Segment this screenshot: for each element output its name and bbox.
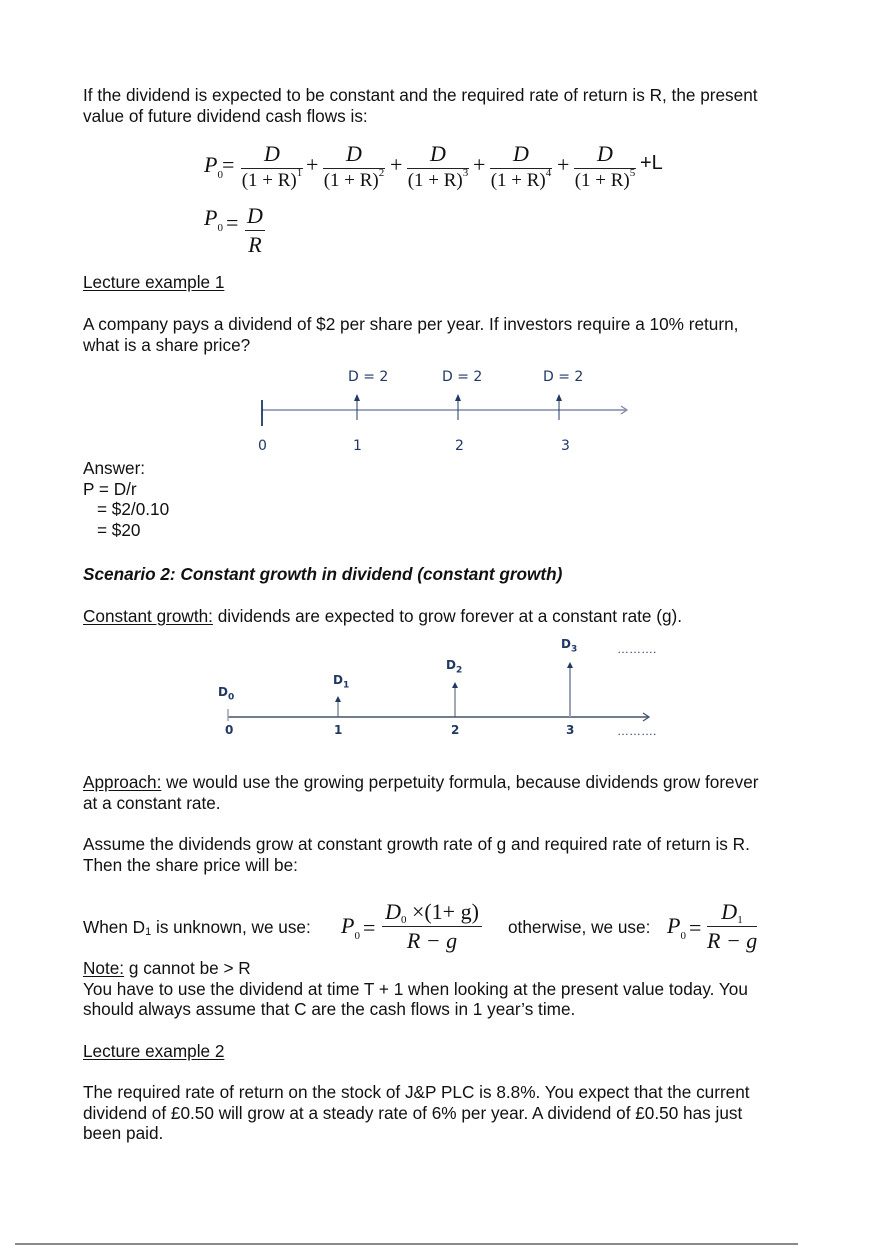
tick-label: 2 — [451, 723, 460, 737]
constant-dividend-formula: $P_0$ = D $(1 + R)^1$ + D $(1 + R)^2$ + D $(1 + R)^3$ + D $(1 + R)^4$ + D $(1 + R)^5$ +L $P_0$ = D R — [204, 141, 663, 257]
dividend-label: D = 2 — [348, 369, 389, 385]
term-4: D $(1 + R)^4$ — [490, 141, 552, 191]
continuation-dots: ………. — [617, 724, 657, 738]
approach-paragraph: Approach: we would use the growing perpetuity formula, because dividends grow forever at a constant rate. — [83, 772, 759, 813]
tick-label: 2 — [455, 438, 464, 454]
dividend-d1-label: $D_1$ — [333, 673, 350, 691]
page-bottom-divider — [15, 1243, 798, 1245]
gordon-formula-d0: D0 ×(1+ g) R − g — [382, 899, 482, 954]
when-d1-unknown-label: When D1 is unknown, we use: — [83, 917, 311, 938]
answer-label: Answer: — [83, 458, 146, 478]
formula-1-lhs: $P_0$ — [341, 913, 360, 942]
ellipsis-term: +L — [640, 152, 663, 174]
example-1-question: A company pays a dividend of $2 per share per year. If investors require a 10% return, what is a share price? — [83, 314, 739, 355]
growth-formulas: $P_0$ = D0 ×(1+ g) R − g otherwise, we use: $P_0$ = D1 R − g — [341, 899, 758, 953]
tick-label: 1 — [353, 438, 362, 454]
dividend-d2-label: $D_2$ — [446, 658, 463, 676]
term-3: D $(1 + R)^3$ — [407, 141, 469, 191]
intro-line-1: If the dividend is expected to be constant and the required rate of return is R, the present — [83, 85, 758, 105]
simplified-fraction: D R — [245, 203, 265, 258]
continuation-dots: ………. — [617, 642, 657, 656]
tick-label: 3 — [561, 438, 570, 454]
term-1: D $(1 + R)^1$ — [241, 141, 303, 191]
lecture-example-2-heading: Lecture example 2 — [83, 1041, 225, 1061]
dividend-d3-label: $D_3$ — [561, 637, 578, 655]
formula-2-lhs: $P_0$ — [667, 913, 686, 942]
tick-label: 0 — [225, 723, 234, 737]
dividend-d0-label: $D_0$ — [218, 685, 235, 703]
term-5: D $(1 + R)^5$ — [574, 141, 636, 191]
note-paragraph: Note: g cannot be > R You have to use the dividend at time T + 1 when looking at the present value today. You should always assume that C are the cash flows in 1 year’s time. — [83, 958, 748, 1019]
scenario-2-heading: Scenario 2: Constant growth in dividend (constant growth) — [83, 564, 563, 584]
intro-line-2: value of future dividend cash flows is: — [83, 105, 368, 126]
tick-label: 1 — [334, 723, 343, 737]
tick-label: 0 — [258, 438, 267, 454]
constant-growth-definition: Constant growth: dividends are expected to grow forever at a constant rate (g). — [83, 606, 683, 626]
dividend-label: D = 2 — [442, 369, 483, 385]
simplified-lhs: $P_0$ — [204, 205, 223, 234]
tick-label: 3 — [566, 723, 575, 737]
dividend-label: D = 2 — [543, 369, 584, 385]
lecture-example-1-heading: Lecture example 1 — [83, 272, 225, 292]
gordon-formula-d1: D1 R − g — [707, 899, 758, 953]
term-2: D $(1 + R)^2$ — [323, 141, 385, 191]
formula-lhs: $P_0$ — [204, 152, 223, 181]
otherwise-label: otherwise, we use: — [508, 917, 651, 937]
equals-sign: = — [222, 152, 235, 177]
assumption-paragraph: Assume the dividends grow at constant growth rate of g and required rate of return is R. Then the share price will be: — [83, 834, 750, 875]
example-2-question: The required rate of return on the stock of J&P PLC is 8.8%. You expect that the current dividend of £0.50 will grow at a steady rate of 6% per year. A dividend of £0.50 has just been paid. — [83, 1082, 750, 1143]
answer-block: Answer: P = D/r = $2/0.10 = $20 — [83, 458, 170, 540]
